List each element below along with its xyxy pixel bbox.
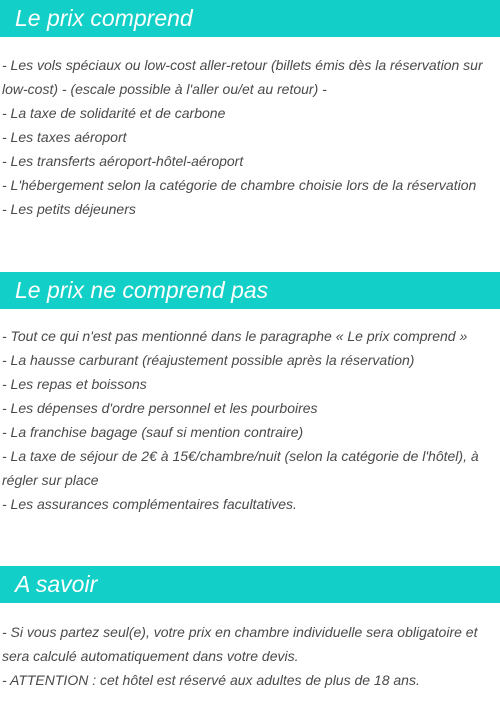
list-item: - Les transferts aéroport-hôtel-aéroport — [2, 153, 244, 169]
list-item: - La taxe de séjour de 2€ à 15€/chambre/nuit (selon la catégorie de l'hôtel), à régler sur place — [2, 448, 479, 488]
list-item: - ATTENTION : cet hôtel est réservé aux adultes de plus de 18 ans. — [2, 672, 420, 688]
list-item: - Les dépenses d'ordre personnel et les pourboires — [2, 400, 318, 416]
list-item: - La taxe de solidarité et de carbone — [2, 105, 226, 121]
good-to-know-list — [2, 620, 492, 692]
section-heading-included: Le prix comprend — [0, 0, 500, 37]
list-item: - Les assurances complémentaires facultatives. — [2, 496, 297, 512]
list-item: - La hausse carburant (réajustement possible après la réservation) — [2, 352, 415, 368]
list-item: - Les petits déjeuners — [2, 201, 136, 217]
not-included-list — [2, 324, 492, 516]
list-item: - Tout ce qui n'est pas mentionné dans le paragraphe « Le prix comprend » — [2, 328, 468, 344]
list-item: - L'hébergement selon la catégorie de chambre choisie lors de la réservation — [2, 177, 477, 193]
list-item: - La franchise bagage (sauf si mention contraire) — [2, 424, 304, 440]
section-heading-not-included: Le prix ne comprend pas — [0, 272, 500, 309]
included-list — [2, 53, 492, 221]
list-item: - Les vols spéciaux ou low-cost aller-retour (billets émis dès la réservation sur low-cost) - (escale possible à l'aller ou/et au retour) - — [2, 57, 483, 97]
list-item: - Les taxes aéroport — [2, 129, 127, 145]
section-heading-good-to-know: A savoir — [0, 566, 500, 603]
list-item: - Les repas et boissons — [2, 376, 147, 392]
list-item: - Si vous partez seul(e), votre prix en chambre individuelle sera obligatoire et sera calculé automatiquement dans votre devis. — [2, 624, 478, 664]
